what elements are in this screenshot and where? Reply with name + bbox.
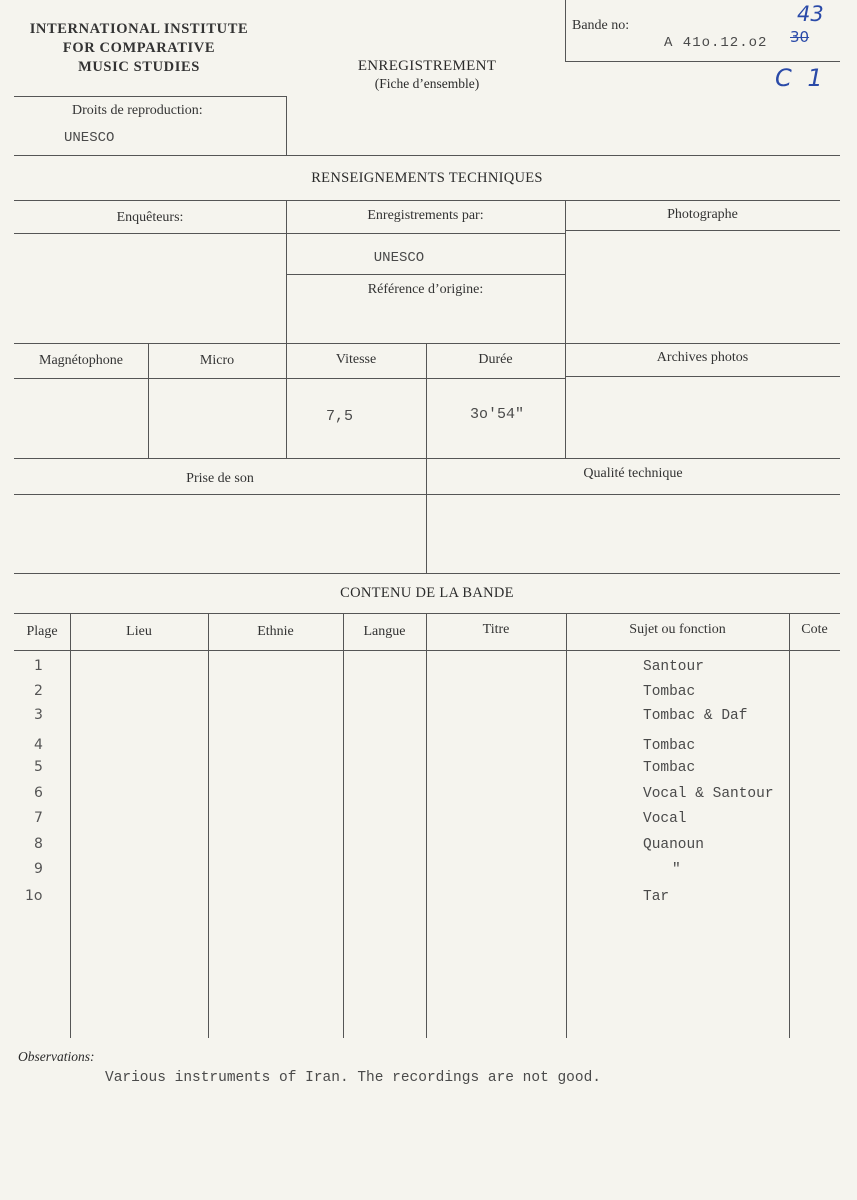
institute-line-2: FOR COMPARATIVE	[62, 40, 216, 56]
tech-subheader-line-right	[565, 376, 840, 377]
prise-label: Prise de son	[186, 471, 254, 486]
sujet-value: Vocal	[643, 811, 687, 827]
institute-line-1: INTERNATIONAL INSTITUTE	[29, 21, 249, 37]
prise-header-line	[14, 494, 840, 495]
sujet-value: Tar	[643, 889, 670, 905]
tech-header-line-right	[565, 230, 840, 231]
observations-text: Various instruments of Iran. The recordings are not good.	[105, 1070, 601, 1086]
institute-name	[14, 20, 264, 77]
bande-box-bottom	[565, 61, 840, 62]
sujet-value: Tombac	[643, 760, 696, 776]
sujet-value: "	[672, 862, 681, 878]
enqueteurs-label: Enquêteurs:	[116, 210, 184, 225]
content-title-line	[14, 613, 840, 614]
qualite-label: Qualité technique	[583, 466, 683, 481]
institute-line-3: MUSIC STUDIES	[78, 59, 200, 75]
header-cote: Cote	[801, 622, 828, 637]
reference-label: Référence d’origine:	[367, 282, 484, 297]
micro-label: Micro	[199, 353, 235, 368]
table-row	[0, 861, 857, 881]
rights-right-line	[286, 96, 287, 156]
plage-number: 5	[34, 759, 43, 775]
enregistrements-value: UNESCO	[373, 250, 425, 266]
sujet-value: Quanoun	[643, 837, 704, 853]
bande-label: Bande no:	[572, 18, 630, 33]
rights-label: Droits de reproduction:	[72, 103, 203, 118]
table-row	[0, 737, 857, 757]
header-ethnie: Ethnie	[257, 624, 294, 639]
tech-title: RENSEIGNEMENTS TECHNIQUES	[311, 170, 543, 186]
header-lieu: Lieu	[126, 624, 152, 639]
duree-value: 3o'54"	[470, 406, 525, 423]
tech-row-line-1	[14, 343, 840, 344]
table-row	[0, 810, 857, 830]
archives-label: Archives photos	[656, 350, 749, 365]
table-row	[0, 888, 857, 908]
plage-number: 4	[34, 737, 43, 753]
photographe-label: Photographe	[667, 207, 738, 222]
plage-number: 7	[34, 810, 43, 826]
handwritten-note: C 1	[775, 64, 827, 92]
tech-subheader-line-left	[14, 378, 565, 379]
header-plage: Plage	[26, 624, 58, 639]
sujet-value: Tombac & Daf	[643, 708, 748, 724]
form-title: ENREGISTREMENT	[357, 58, 497, 74]
sujet-value: Santour	[643, 659, 704, 675]
bande-value: A 41o.12.o2	[664, 35, 768, 51]
vitesse-label: Vitesse	[335, 352, 377, 367]
header-sujet: Sujet ou fonction	[629, 622, 726, 637]
handwritten-number: 43	[797, 2, 824, 26]
reference-line	[286, 274, 565, 275]
rights-value: UNESCO	[64, 130, 115, 146]
sujet-value: Tombac	[643, 738, 696, 754]
sujet-value: Tombac	[643, 684, 696, 700]
table-row	[0, 785, 857, 805]
handwritten-struck-number: 30	[790, 28, 810, 46]
plage-number: 1	[34, 658, 43, 674]
vitesse-value: 7,5	[326, 408, 354, 425]
header-titre: Titre	[482, 622, 510, 637]
tech-row-line-2	[14, 458, 840, 459]
table-row	[0, 707, 857, 727]
plage-number: 8	[34, 836, 43, 852]
content-title: CONTENU DE LA BANDE	[340, 585, 514, 601]
tech-header-line-left	[14, 233, 565, 234]
table-row	[0, 683, 857, 703]
enregistrements-label: Enregistrements par:	[367, 208, 484, 223]
tech-bottom-line	[14, 573, 840, 574]
rights-top-line	[14, 96, 287, 97]
rights-bottom-line	[14, 155, 840, 156]
duree-label: Durée	[478, 352, 513, 367]
plage-number: 2	[34, 683, 43, 699]
plage-number: 9	[34, 861, 43, 877]
plage-number: 3	[34, 707, 43, 723]
plage-number: 1o	[25, 888, 43, 904]
table-row	[0, 658, 857, 678]
magnetophone-label: Magnétophone	[39, 353, 123, 368]
content-header-line	[14, 650, 840, 651]
sujet-value: Vocal & Santour	[643, 786, 774, 802]
bande-box-left	[565, 0, 566, 62]
form-title-block	[300, 58, 554, 92]
table-row	[0, 759, 857, 779]
header-langue: Langue	[363, 624, 406, 639]
observations-label: Observations:	[18, 1049, 95, 1064]
form-subtitle: (Fiche d’ensemble)	[374, 76, 480, 91]
tech-title-line	[14, 200, 840, 201]
table-row	[0, 836, 857, 856]
plage-number: 6	[34, 785, 43, 801]
